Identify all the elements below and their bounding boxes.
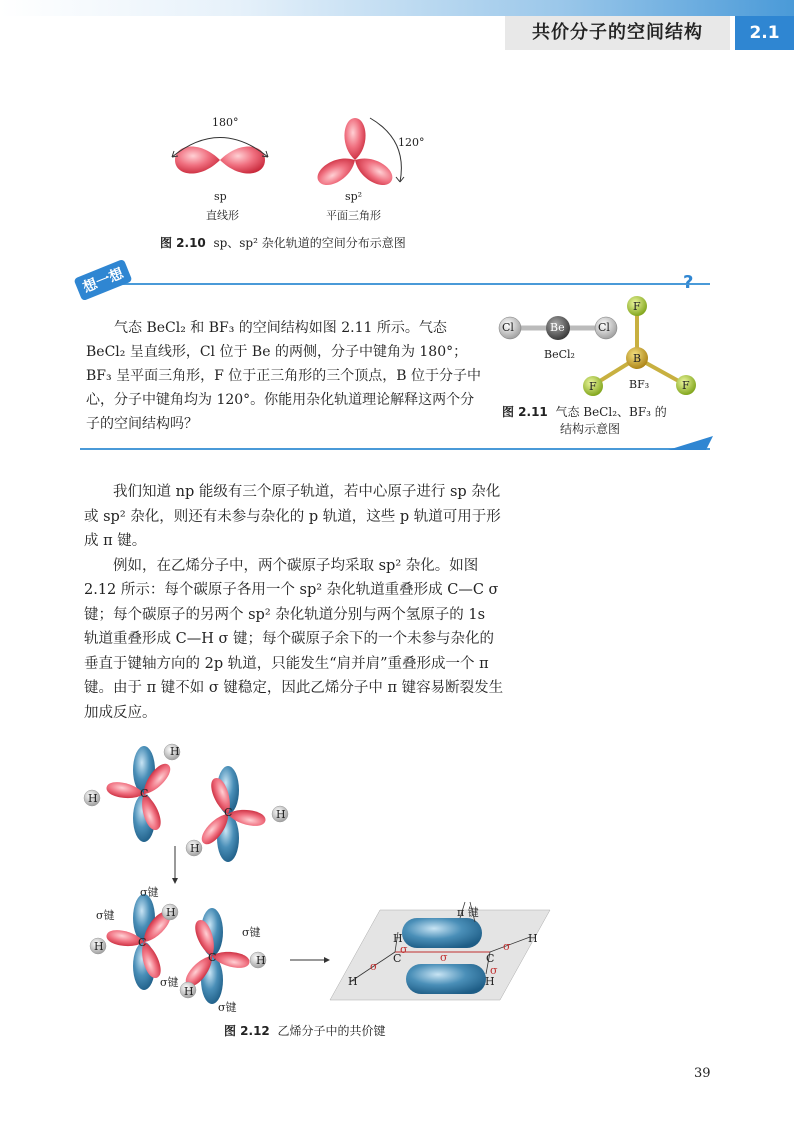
sp-orbital-lobe-left [175, 146, 220, 173]
sigma-label-1: σ [400, 943, 408, 956]
figure-2-12-number: 图 2.12 [224, 1024, 270, 1038]
header-gradient-bar [0, 0, 794, 16]
chapter-title: 共价分子的空间结构 [532, 22, 703, 43]
sigma-label-5: σ [490, 964, 498, 977]
c-label-1: C [140, 787, 149, 800]
question-mark-icon: ? [683, 272, 694, 293]
sp2-angle-label: 120° [398, 136, 425, 149]
h-label-6: H [94, 940, 104, 953]
think-paragraph: 气态 BeCl₂ 和 BF₃ 的空间结构如图 2.11 所示。气态 BeCl₂ 呈直线形，Cl 位于 Be 的两侧，分子中键角为 180°；BF₃ 呈平面三角形，F 位于正三角形的三个顶点，B 位于分子中心，分子中键角均为 120°。你能用杂化轨道理论解释这两个分子的空间结构吗？ [86, 320, 481, 432]
figure-2-10-caption [160, 234, 406, 251]
figure-2-11-caption-line2: 结构示意图 [560, 422, 621, 436]
sigma-label-4: σ [370, 960, 378, 973]
body-text [84, 480, 504, 725]
h-label-2: H [88, 792, 98, 805]
section-number: 2.1 [749, 23, 780, 43]
h-label-7: H [256, 954, 266, 967]
f-label-top: F [633, 300, 641, 313]
h-label-10: H [528, 932, 538, 945]
think-box-corner-triangle [668, 428, 713, 454]
sigma-bond-label-ch: σ键 [218, 1001, 237, 1014]
figure-2-11-number: 图 2.11 [502, 405, 548, 419]
figure-2-11-caption-line1: 气态 BeCl₂、BF₃ 的 [555, 405, 667, 419]
sp-orbital-lobe-right [220, 146, 265, 173]
c-label-4: C [208, 951, 217, 964]
bf3-label: BF₃ [629, 378, 650, 391]
c-label-2: C [224, 806, 233, 819]
cl-label-left: Cl [502, 321, 514, 334]
figure-2-11-caption [502, 404, 667, 438]
think-box-text [86, 316, 481, 436]
b-label: B [633, 352, 642, 365]
h-label-5: H [166, 906, 176, 919]
h-label-9: H [393, 932, 403, 945]
h-label-4: H [190, 842, 200, 855]
c-label-6: C [486, 952, 495, 965]
h-label-1: H [170, 745, 180, 758]
sigma-bond-label-top: σ键 [140, 886, 159, 899]
f-label-left: F [589, 380, 597, 393]
sigma-label-2: σ [440, 951, 448, 964]
h-label-8: H [184, 985, 194, 998]
sigma-bond-label-bottom: σ键 [160, 976, 179, 989]
be-label: Be [550, 321, 565, 334]
h-label-12: H [485, 975, 495, 988]
body-paragraph-1: 我们知道 np 能级有三个原子轨道，若中心原子进行 sp 杂化或 sp² 杂化，则还有未参与杂化的 p 轨道，这些 p 轨道可用于形成 π 键。 [84, 484, 501, 549]
think-box-top-line [120, 283, 710, 285]
pi-orbital-top [402, 918, 482, 948]
figure-2-10-orbitals [160, 112, 440, 222]
think-badge: 想一想 [73, 259, 132, 301]
sp-shape-label: 直线形 [206, 209, 239, 222]
sigma-bond-label-right: σ键 [242, 926, 261, 939]
sigma-label-3: σ [503, 940, 511, 953]
c-label-3: C [138, 936, 147, 949]
figure-2-12-caption-text: 乙烯分子中的共价键 [277, 1024, 386, 1038]
sp-label: sp [214, 190, 227, 203]
figure-2-12-caption [224, 1022, 385, 1039]
c-label-5: C [393, 952, 402, 965]
sigma-bond-label-left: σ键 [96, 909, 115, 922]
f-label-right: F [682, 379, 690, 392]
pi-bond-label: π 键 [457, 906, 479, 919]
sp2-label: sp² [345, 190, 363, 203]
sp2-shape-label: 平面三角形 [326, 209, 381, 222]
figure-2-10-caption-text: sp、sp² 杂化轨道的空间分布示意图 [213, 236, 406, 250]
think-box-bottom-line [80, 448, 710, 450]
page-number: 39 [694, 1066, 711, 1081]
h-label-11: H [348, 975, 358, 988]
pi-orbital-bottom [406, 964, 486, 994]
body-paragraph-2: 例如，在乙烯分子中，两个碳原子均采取 sp² 杂化。如图 2.12 所示：每个碳原子各用一个 sp² 杂化轨道重叠形成 C—C σ 键；每个碳原子的另两个 sp² 杂化轨道分别与两个氢原子的 1s 轨道重叠形成 C—H σ 键；每个碳原子余下的一个未参与杂化的垂直于键轴方向的 2p 轨道，只能发生“肩并肩”重叠形成一个 π 键。由于 π 键不如 σ 键稳定，因此乙烯分子中 π 键容易断裂发生加成反应。 [84, 557, 504, 721]
figure-2-11-molecules [492, 292, 707, 402]
figure-2-10-number: 图 2.10 [160, 236, 206, 250]
sp-angle-label: 180° [212, 116, 239, 129]
h-label-3: H [276, 808, 286, 821]
cl-label-right: Cl [598, 321, 610, 334]
becl2-label: BeCl₂ [544, 348, 575, 361]
